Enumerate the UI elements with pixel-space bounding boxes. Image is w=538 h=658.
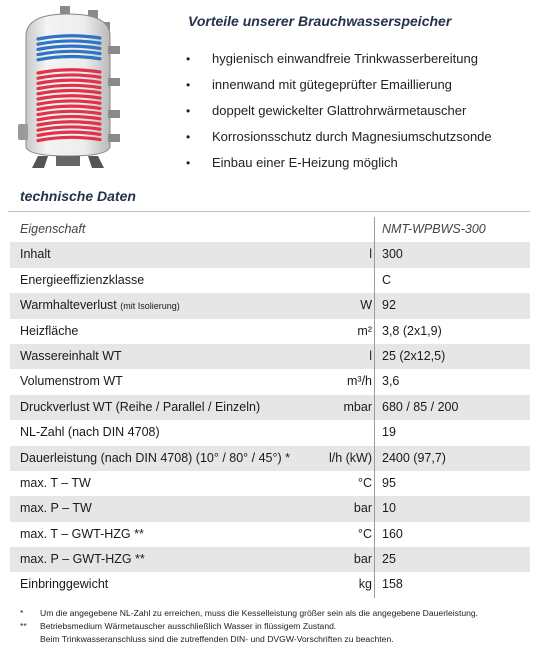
table-row [10, 446, 530, 471]
header-property: Eigenschaft [20, 222, 86, 236]
bullet-icon: • [186, 52, 191, 66]
row-value: 160 [382, 526, 403, 541]
row-unit: l [369, 348, 372, 363]
property-label: max. T – GWT-HZG ** [20, 526, 144, 541]
column-separator [374, 217, 375, 242]
row-unit: bar [353, 552, 372, 567]
feature-text: Korrosionsschutz durch Magnesiumschutzsonde [212, 129, 492, 144]
row-property [20, 319, 78, 344]
section-divider [8, 211, 530, 212]
header-model: NMT-WPBWS-300 [382, 222, 486, 236]
column-separator [374, 344, 375, 369]
table-row [10, 319, 530, 344]
row-property [20, 572, 108, 597]
row-unit: W [360, 298, 372, 313]
table-row [10, 496, 530, 521]
row-unit: l [369, 247, 372, 262]
property-label: max. T – TW [20, 475, 91, 490]
table-row [10, 344, 530, 369]
column-separator [374, 446, 375, 471]
feature-item [186, 154, 531, 180]
table-row [10, 268, 530, 293]
column-separator [374, 522, 375, 547]
row-value: 92 [382, 298, 396, 313]
feature-list [186, 50, 531, 180]
footnote [20, 620, 535, 633]
row-value: 158 [382, 577, 403, 592]
property-label: max. P – TW [20, 501, 92, 516]
row-unit: m² [357, 323, 372, 338]
table-row [10, 242, 530, 267]
specs-table-header [10, 217, 530, 242]
specs-table [10, 217, 530, 598]
advantages-heading: Vorteile unserer Brauchwasserspeicher [188, 13, 452, 29]
row-unit: °C [357, 475, 372, 490]
row-property [20, 268, 144, 293]
row-unit: mbar [343, 399, 372, 414]
row-property [20, 420, 160, 445]
column-separator [374, 293, 375, 318]
footnote-mark: * [20, 608, 24, 618]
row-property [20, 471, 91, 496]
footnote-text: Beim Trinkwasseranschluss sind die zutreffenden DIN- und DVGW-Vorschriften zu beachten. [40, 634, 394, 644]
bullet-icon: • [186, 130, 191, 144]
property-label: Energieeffizienzklasse [20, 272, 145, 287]
row-property [20, 242, 51, 267]
row-unit: °C [357, 526, 372, 541]
property-label: Einbringgewicht [20, 577, 109, 592]
technical-data-title: technische Daten [20, 188, 136, 204]
feature-item [186, 76, 531, 102]
row-value: 3,6 [382, 374, 400, 389]
row-property [20, 395, 260, 420]
row-property [20, 293, 180, 319]
footnote [20, 633, 535, 646]
row-value: 25 (2x12,5) [382, 348, 446, 363]
table-row [10, 369, 530, 394]
row-property [20, 446, 290, 471]
table-row [10, 395, 530, 420]
storage-tank-image [8, 6, 128, 171]
property-label: Dauerleistung (nach DIN 4708) (10° / 80° / 45°) * [20, 450, 290, 465]
feature-text: Einbau einer E-Heizung möglich [212, 155, 398, 170]
row-unit: m³/h [347, 374, 372, 389]
row-value: 680 / 85 / 200 [382, 399, 459, 414]
bullet-icon: • [186, 78, 191, 92]
footnote-text: Um die angegebene NL-Zahl zu erreichen, muss die Kesselleistung größer sein als die angegebene Dauerleistung. [40, 608, 479, 618]
row-property [20, 344, 122, 369]
feature-item [186, 50, 531, 76]
table-row [10, 572, 530, 597]
footnotes [20, 607, 535, 646]
column-separator [374, 319, 375, 344]
table-row [10, 420, 530, 445]
row-value: 95 [382, 475, 396, 490]
row-value: 25 [382, 552, 396, 567]
bullet-icon: • [186, 104, 191, 118]
footnote-text: Betriebsmedium Wärmetauscher ausschließlich Wasser in flüssigem Zustand. [40, 621, 337, 631]
column-separator [374, 496, 375, 521]
row-unit: l/h (kW) [328, 450, 372, 465]
table-row [10, 547, 530, 572]
feature-text: doppelt gewickelter Glattrohrwärmetauscher [212, 103, 467, 118]
property-label: Warmhalteverlust [20, 298, 117, 313]
column-separator [374, 547, 375, 572]
column-separator [374, 395, 375, 420]
feature-item [186, 128, 531, 154]
property-label: Inhalt [20, 247, 51, 262]
row-value: 19 [382, 425, 396, 440]
row-property [20, 496, 92, 521]
property-label: NL-Zahl (nach DIN 4708) [20, 425, 160, 440]
property-label: Volumenstrom WT [20, 374, 123, 389]
property-label: max. P – GWT-HZG ** [20, 552, 145, 567]
column-separator [374, 369, 375, 394]
row-value: C [382, 272, 392, 287]
table-row [10, 471, 530, 496]
column-separator [374, 242, 375, 267]
footnote-mark: ** [20, 621, 27, 631]
property-label: Heizfläche [20, 323, 79, 338]
row-property [20, 547, 145, 572]
column-separator [374, 572, 375, 597]
feature-text: hygienisch einwandfreie Trinkwasserbereitung [212, 51, 478, 66]
column-separator [374, 471, 375, 496]
row-unit: bar [353, 501, 372, 516]
row-value: 2400 (97,7) [382, 450, 446, 465]
row-value: 10 [382, 501, 396, 516]
feature-item [186, 102, 531, 128]
row-value: 300 [382, 247, 403, 262]
row-property [20, 369, 123, 394]
property-note: (mit Isolierung) [120, 301, 180, 312]
column-separator [374, 268, 375, 293]
property-label: Druckverlust WT (Reihe / Parallel / Einzeln) [20, 399, 261, 414]
row-unit: kg [358, 577, 372, 592]
column-separator [374, 420, 375, 445]
footnote [20, 607, 535, 620]
row-property [20, 522, 144, 547]
table-row [10, 293, 530, 318]
property-label: Wassereinhalt WT [20, 348, 122, 363]
feature-text: innenwand mit gütegeprüfter Emaillierung [212, 77, 452, 92]
row-value: 3,8 (2x1,9) [382, 323, 442, 338]
bullet-icon: • [186, 156, 191, 170]
table-row [10, 522, 530, 547]
